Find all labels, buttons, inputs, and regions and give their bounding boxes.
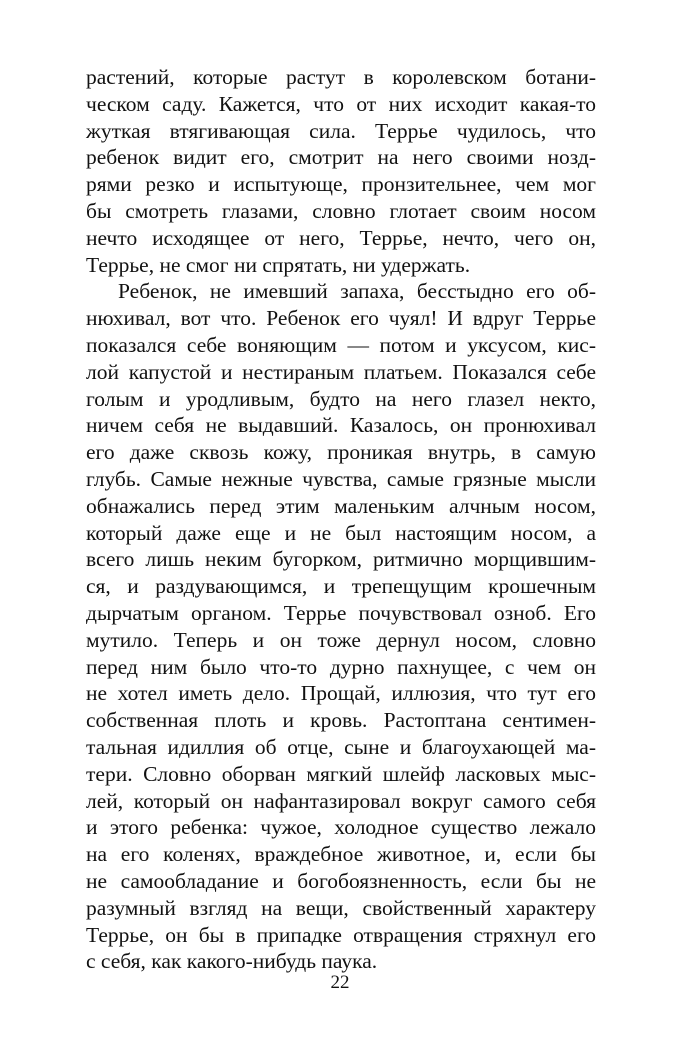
text-line: тери. Словно оборван мягкий шлейф ласковых мыс- — [86, 761, 596, 786]
text-line: всего лишь неким бугорком, ритмично морщившим- — [86, 547, 596, 572]
text-line: дырчатым органом. Террье почувствовал озноб. Его — [86, 600, 596, 625]
page-number: 22 — [330, 972, 350, 993]
text-line: ребенок видит его, смотрит на него своими нозд- — [86, 145, 596, 170]
text-line: Ребенок, не имевший запаха, бесстыдно его об- — [118, 279, 596, 304]
text-line: нюхивал, вот что. Ребенок его чуял! И вдруг Террье — [86, 306, 596, 331]
text-line: лой капустой и нестираным платьем. Показался себе — [86, 359, 596, 384]
text-line: перед ним было что-то дурно пахнущее, с чем он — [86, 654, 596, 679]
text-line: бы смотреть глазами, словно глотает своим носом — [86, 198, 596, 223]
text-line: голым и уродливым, будто на него глазел некто, — [86, 386, 596, 411]
text-line: показался себе воняющим — потом и уксусом, кис- — [86, 332, 596, 357]
text-line: Террье, не смог ни спрятать, ни удержать. — [86, 252, 471, 277]
text-line: Террье, он бы в припадке отвращения стряхнул его — [86, 922, 596, 947]
text-line: не самообладание и богобоязненность, если бы не — [86, 868, 596, 893]
text-line: обнажались перед этим маленьким алчным носом, — [86, 493, 596, 518]
text-line: не хотел иметь дело. Прощай, иллюзия, что тут его — [86, 681, 596, 706]
text-line: разумный взгляд на вещи, свойственный характеру — [86, 895, 596, 920]
text-line: ся, и раздувающимся, и трепещущим крошечным — [86, 574, 596, 599]
text-line: и этого ребенка: чужое, холодное существо лежало — [86, 815, 596, 840]
text-line: ничем себя не выдавший. Казалось, он пронюхивал — [86, 413, 596, 438]
text-line: собственная плоть и кровь. Растоптана сентимен- — [86, 708, 596, 733]
text-line: жуткая втягивающая сила. Террье чудилось, что — [86, 118, 596, 143]
text-line: тальная идиллия об отце, сыне и благоухающей ма- — [86, 734, 596, 759]
text-line: ческом саду. Кажется, что от них исходит какая-то — [86, 91, 596, 116]
text-line: лей, который он нафантазировал вокруг самого себя — [86, 788, 596, 813]
paragraph — [86, 64, 596, 278]
page-text-block — [86, 64, 596, 975]
text-line: мутило. Теперь и он тоже дернул носом, словно — [86, 627, 596, 652]
text-line: на его коленях, враждебное животное, и, если бы — [86, 842, 596, 867]
text-line: который даже еще и не был настоящим носом, а — [86, 520, 596, 545]
text-line: его даже сквозь кожу, проникая внутрь, в самую — [86, 440, 596, 465]
text-line: рями резко и испытующе, пронзительнее, чем мог — [86, 172, 596, 197]
paragraph — [86, 278, 596, 975]
text-line: растений, которые растут в королевском ботани- — [86, 65, 596, 89]
text-line: глубь. Самые нежные чувства, самые грязные мысли — [86, 466, 596, 491]
text-line: нечто исходящее от него, Террье, нечто, чего он, — [86, 225, 596, 250]
text-line: с себя, как какого-нибудь паука. — [86, 949, 378, 974]
